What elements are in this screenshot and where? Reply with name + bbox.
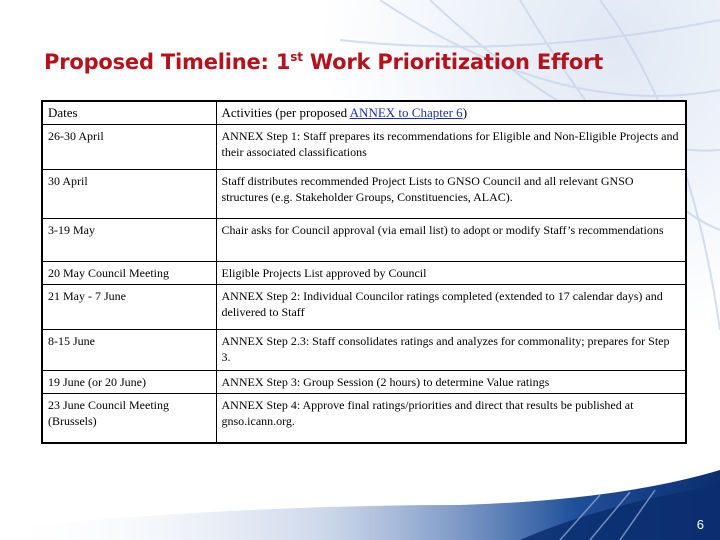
table-header-row <box>42 101 686 125</box>
table-row <box>42 285 686 330</box>
timeline-table <box>41 100 687 444</box>
header-activities <box>216 101 686 125</box>
header-activities-prefix: Activities (per proposed <box>221 105 350 120</box>
table-row <box>42 262 686 285</box>
row-activity: Chair asks for Council approval (via email list) to adopt or modify Staff’s recommendations <box>216 219 686 262</box>
row-date: 23 June Council Meeting (Brussels) <box>42 394 216 444</box>
table-row <box>42 371 686 394</box>
row-date: 26-30 April <box>42 125 216 170</box>
row-activity: ANNEX Step 2: Individual Councilor ratings completed (extended to 17 calendar days) and delivered to Staff <box>216 285 686 330</box>
table-row <box>42 330 686 371</box>
table-row <box>42 219 686 262</box>
table-row <box>42 125 686 170</box>
header-dates: Dates <box>42 101 216 125</box>
row-activity: ANNEX Step 4: Approve final ratings/priorities and direct that results be published at gnso.icann.org. <box>216 394 686 444</box>
title-suffix: Work Prioritization Effort <box>302 50 604 74</box>
row-date: 20 May Council Meeting <box>42 262 216 285</box>
row-date: 8-15 June <box>42 330 216 371</box>
row-activity: ANNEX Step 1: Staff prepares its recommendations for Eligible and Non-Eligible Projects and their associated classifications <box>216 125 686 170</box>
row-activity: Staff distributes recommended Project Lists to GNSO Council and all relevant GNSO structures (e.g. Stakeholder Groups, Constituencies, ALAC). <box>216 170 686 219</box>
header-activities-suffix: ) <box>462 105 468 120</box>
row-date: 30 April <box>42 170 216 219</box>
table-row <box>42 170 686 219</box>
row-activity: Eligible Projects List approved by Council <box>216 262 686 285</box>
slide-title <box>44 50 603 74</box>
title-superscript: st <box>290 50 303 64</box>
annex-link[interactable]: ANNEX to Chapter 6 <box>349 105 463 120</box>
row-activity: ANNEX Step 3: Group Session (2 hours) to determine Value ratings <box>216 371 686 394</box>
title-prefix: Proposed Timeline: 1 <box>44 50 291 74</box>
row-activity: ANNEX Step 2.3: Staff consolidates ratings and analyzes for commonality; prepares for Step 3. <box>216 330 686 371</box>
row-date: 21 May - 7 June <box>42 285 216 330</box>
row-date: 19 June (or 20 June) <box>42 371 216 394</box>
row-date: 3-19 May <box>42 219 216 262</box>
page-number: 6 <box>696 517 704 532</box>
table-row <box>42 394 686 444</box>
